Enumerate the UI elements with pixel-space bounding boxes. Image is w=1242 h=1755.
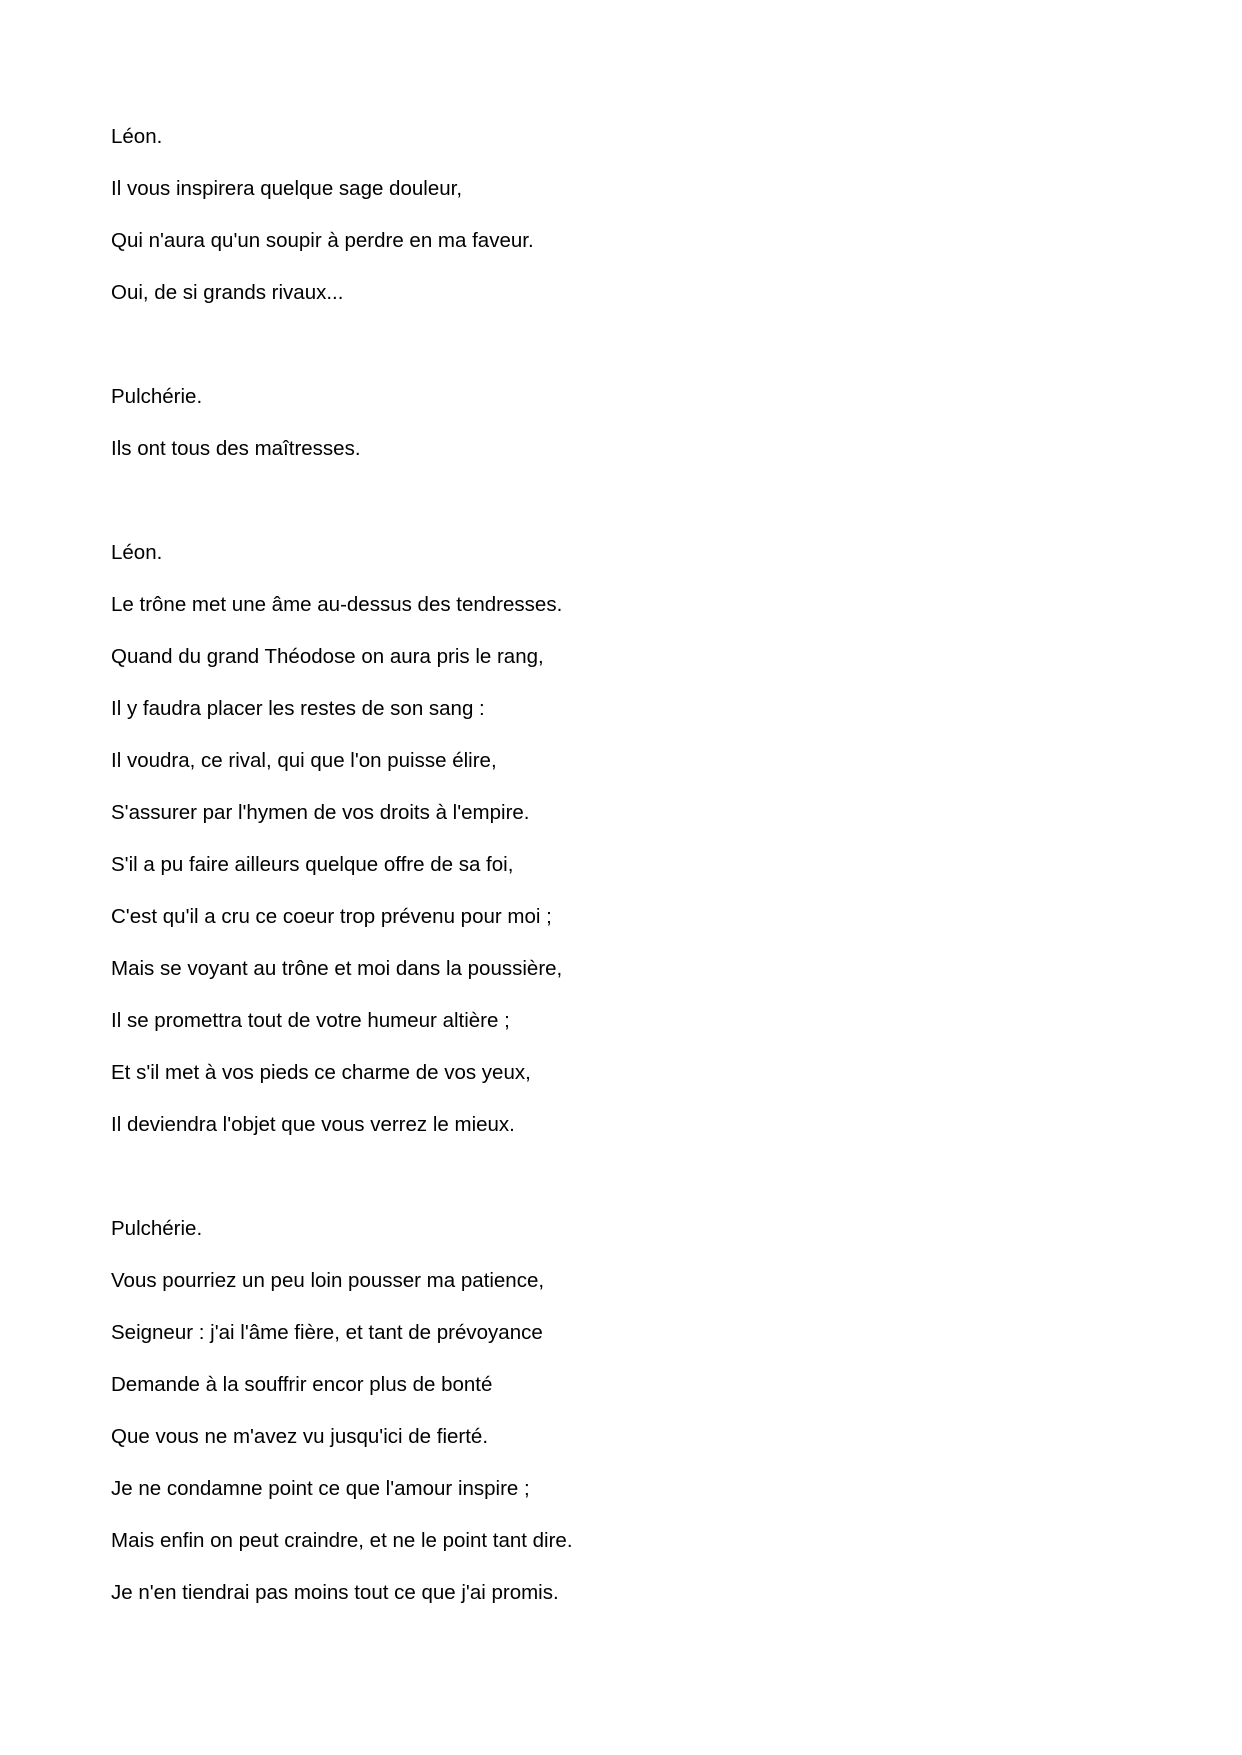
verse-line: Demande à la souffrir encor plus de bonté [111,1373,493,1396]
verse-line: Que vous ne m'avez vu jusqu'ici de fierté. [111,1425,489,1448]
document-page [111,111,1131,1671]
verse-line: Le trône met une âme au-dessus des tendresses. [111,593,563,616]
verse-line: Il se promettra tout de votre humeur altière ; [111,1009,510,1032]
verse-line: Il y faudra placer les restes de son sang : [111,697,485,720]
dialogue-block-leon-1 [111,111,1131,319]
speaker-name: Pulchérie. [111,385,203,408]
speaker-name: Pulchérie. [111,1217,203,1240]
verse-line: Et s'il met à vos pieds ce charme de vos yeux, [111,1061,531,1084]
verse-line: Mais enfin on peut craindre, et ne le point tant dire. [111,1529,573,1552]
dialogue-block-pulcherie-2 [111,1203,1131,1619]
verse-line: Vous pourriez un peu loin pousser ma patience, [111,1269,545,1292]
verse-line: Oui, de si grands rivaux... [111,281,344,304]
verse-line: Qui n'aura qu'un soupir à perdre en ma faveur. [111,229,534,252]
verse-line: C'est qu'il a cru ce coeur trop prévenu pour moi ; [111,905,552,928]
verse-line: Il voudra, ce rival, qui que l'on puisse élire, [111,749,497,772]
dialogue-block-leon-2 [111,527,1131,1151]
verse-line: S'il a pu faire ailleurs quelque offre de sa foi, [111,853,514,876]
verse-line: Je n'en tiendrai pas moins tout ce que j'ai promis. [111,1581,559,1604]
verse-line: Seigneur : j'ai l'âme fière, et tant de prévoyance [111,1321,543,1344]
verse-line: Ils ont tous des maîtresses. [111,437,361,460]
speaker-name: Léon. [111,541,163,564]
verse-line: Je ne condamne point ce que l'amour inspire ; [111,1477,530,1500]
verse-line: S'assurer par l'hymen de vos droits à l'empire. [111,801,530,824]
verse-line: Il vous inspirera quelque sage douleur, [111,177,463,200]
verse-line: Mais se voyant au trône et moi dans la poussière, [111,957,563,980]
dialogue-block-pulcherie-1 [111,371,1131,475]
verse-line: Il deviendra l'objet que vous verrez le mieux. [111,1113,515,1136]
verse-line: Quand du grand Théodose on aura pris le rang, [111,645,544,668]
speaker-name: Léon. [111,125,163,148]
